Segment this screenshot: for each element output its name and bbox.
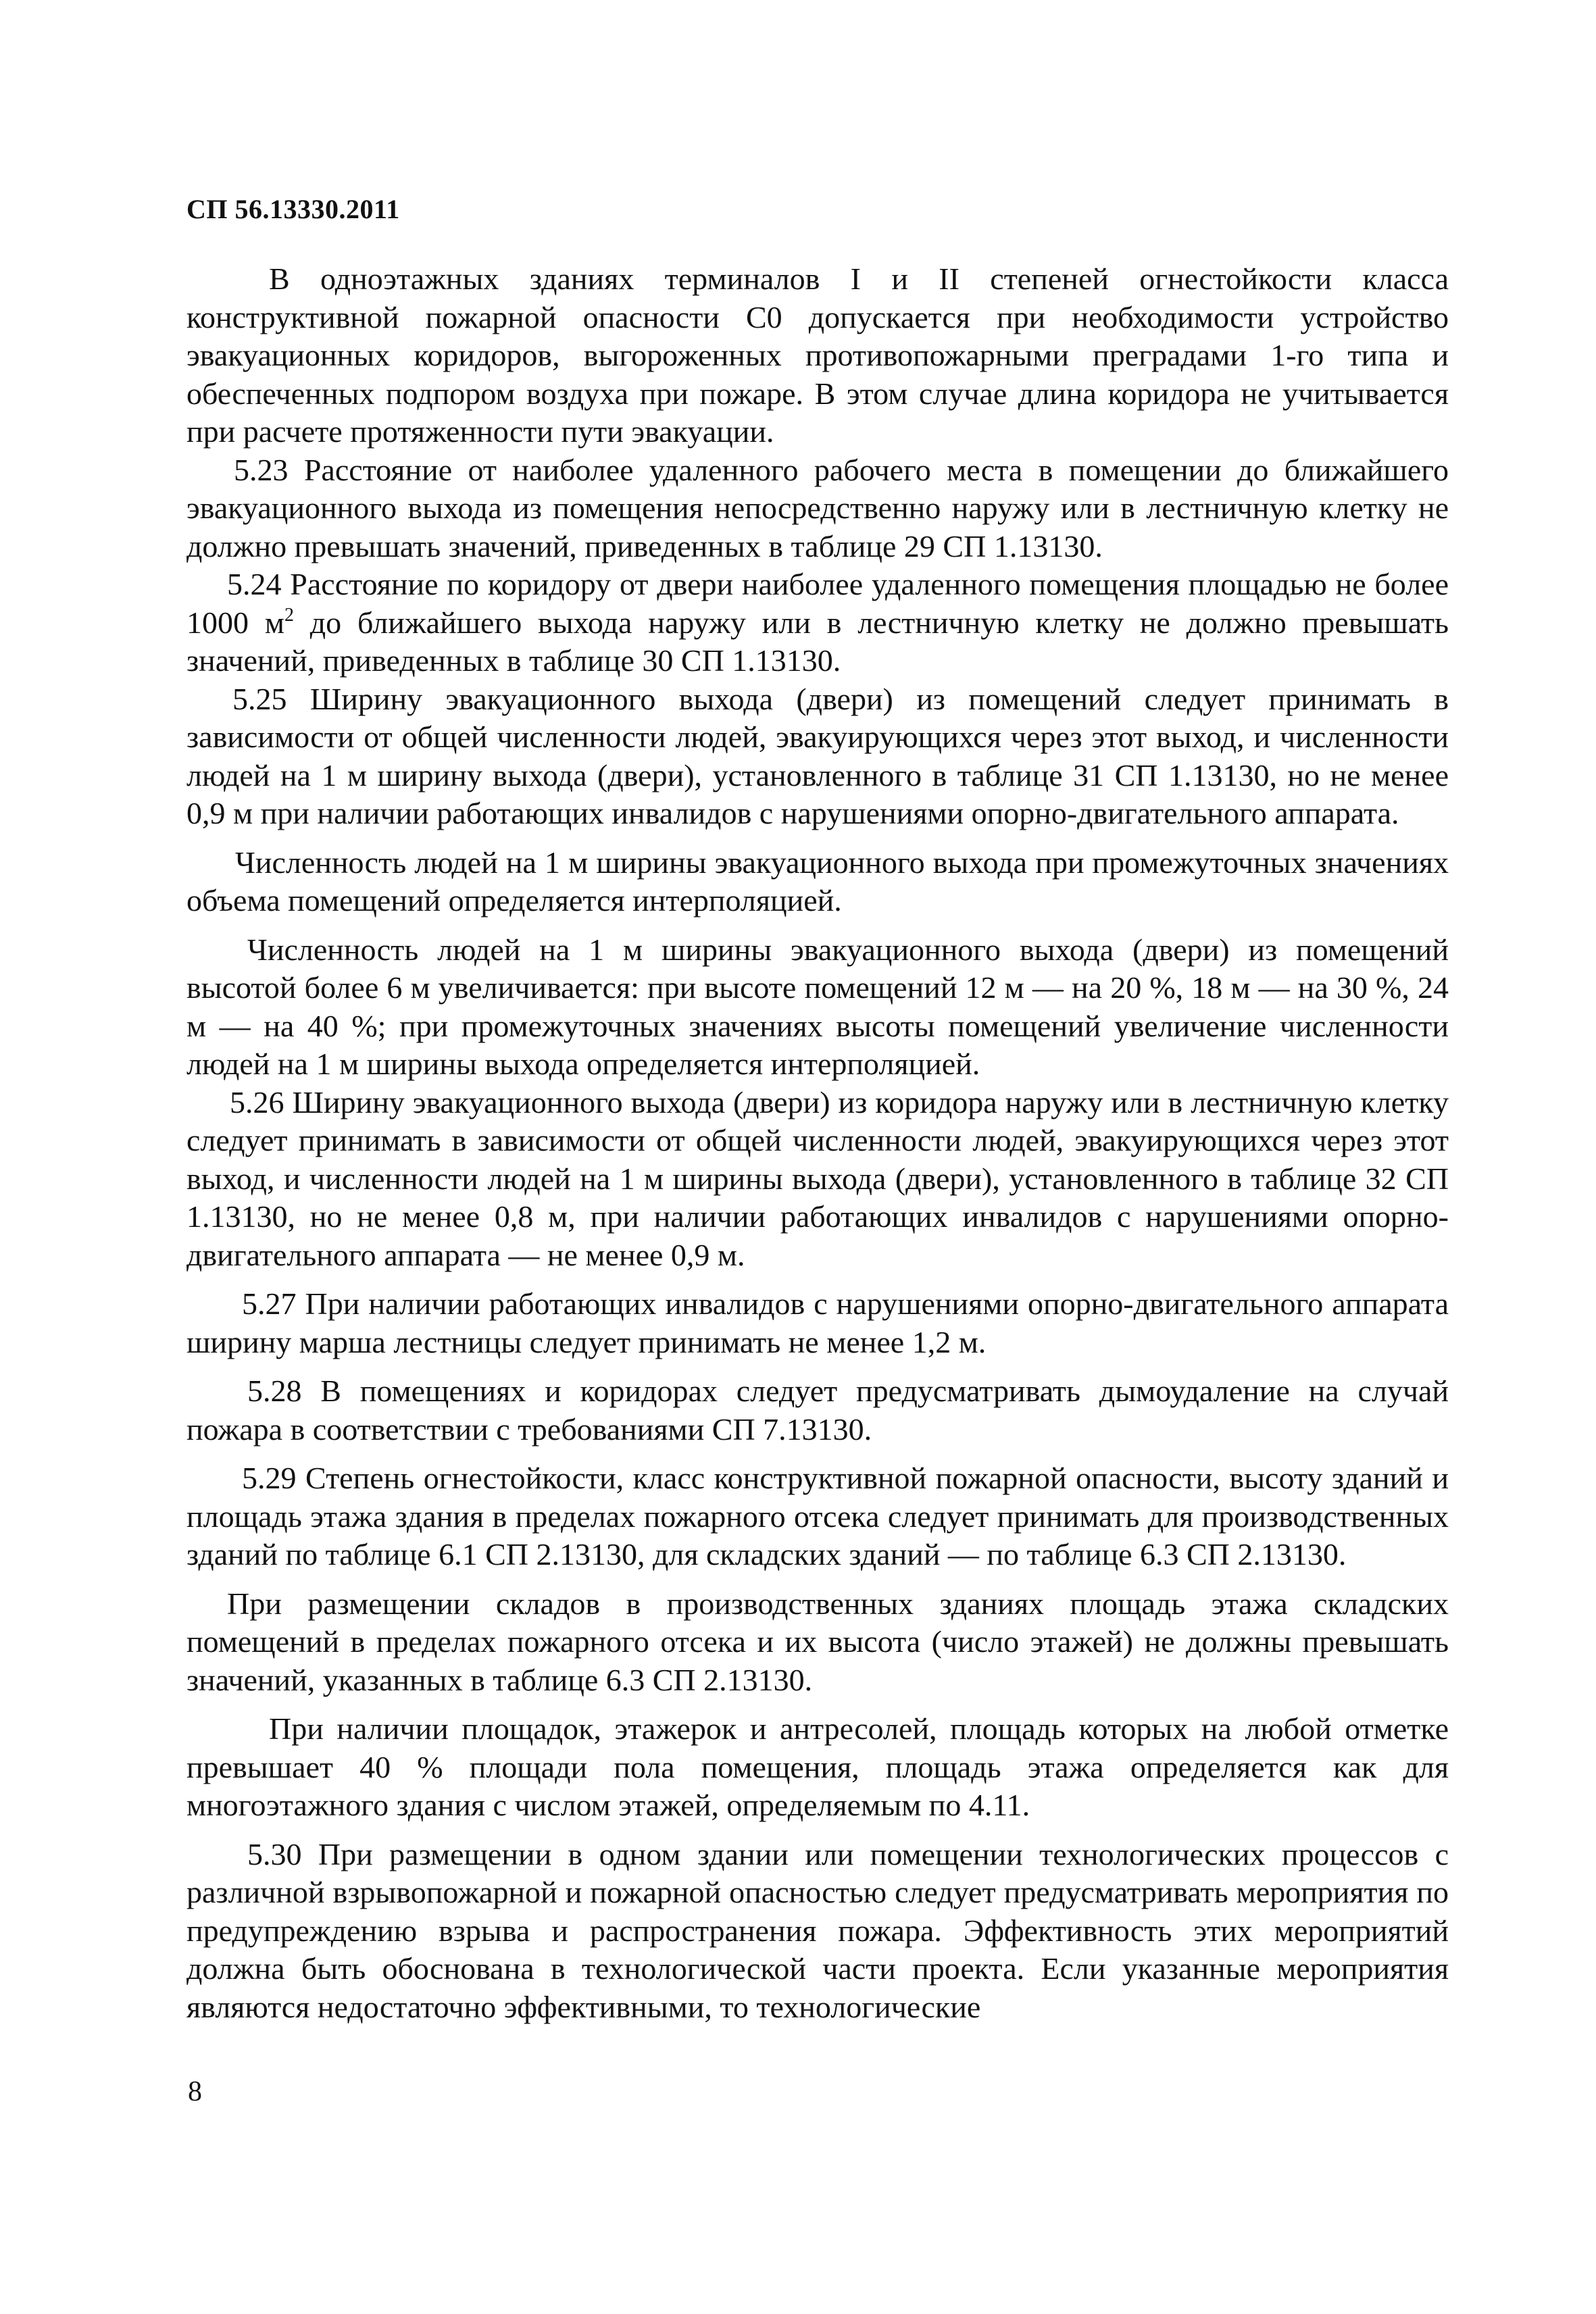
paragraph-5-27: 5.27 При наличии работающих инвалидов с нарушениями опорно-двигательного аппарата ширину марша лестницы следует принимать не менее 1,2 м. <box>186 1286 1449 1359</box>
paragraph-5-24-text-before: 5.24 Расстояние по коридору от двери наиболее удаленного помещения площадью не более 1000 м <box>186 567 1449 640</box>
paragraph-warehouse-placement: При размещении складов в производственных зданиях площадь этажа складских помещений в пределах пожарного отсека и их высота (число этажей) не должны превышать значений, указанных в таблице 6.3 СП 2.13130. <box>186 1586 1449 1697</box>
document-body <box>186 260 1449 2026</box>
paragraph-terminals-corridors: В одноэтажных зданиях терминалов I и II степеней огнестойкости класса конструктивной пожарной опасности С0 допускается при необходимости устройство эвакуационных коридоров, выгороженных противопожарными преградами 1-го типа и обеспеченных подпором воздуха при пожаре. В этом случае длина коридора не учитывается при расчете протяженности пути эвакуации. <box>186 261 1449 449</box>
area-unit-superscript: 2 <box>284 604 294 626</box>
paragraph-5-25: 5.25 Ширину эвакуационного выхода (двери) из помещений следует принимать в зависимости от общей численности людей, эвакуирующихся через этот выход, и численности людей на 1 м ширину выхода (двери), установленного в таблице 31 СП 1.13130, но не менее 0,9 м при наличии работающих инвалидов с нарушениями опорно-двигательного аппарата. <box>186 681 1449 830</box>
paragraph-5-26: 5.26 Ширину эвакуационного выхода (двери) из коридора наружу или в лестничную клетку следует принимать в зависимости от общей численности людей, эвакуирующихся через этот выход, и численности людей на 1 м ширины выхода (двери), установленного в таблице 32 СП 1.13130, но не менее 0,8 м, при наличии работающих инвалидов с нарушениями опорно-двигательного аппарата — не менее 0,9 м. <box>186 1084 1449 1272</box>
paragraph-5-29: 5.29 Степень огнестойкости, класс конструктивной пожарной опасности, высоту зданий и площадь этажа здания в пределах пожарного отсека следует принимать для производственных зданий по таблице 6.1 СП 2.13130, для складских зданий — по таблице 6.3 СП 2.13130. <box>186 1461 1449 1571</box>
paragraph-5-24 <box>186 565 1449 680</box>
paragraph-5-30: 5.30 При размещении в одном здании или помещении технологических процессов с различной взрывопожарной и пожарной опасностью следует предусматривать мероприятия по предупреждению взрыва и распространения пожара. Эффективность этих мероприятий должна быть обоснована в технологической части проекта. Если указанные мероприятия являются недостаточно эффективными, то технологические <box>186 1836 1449 2024</box>
paragraph-mezzanines: При наличии площадок, этажерок и антресолей, площадь которых на любой отметке превышает 40 % площади пола помещения, площадь этажа определяется как для многоэтажного здания с числом этажей, определяемым по 4.11. <box>186 1711 1449 1822</box>
document-code-header: СП 56.13330.2011 <box>186 194 400 224</box>
paragraph-occupancy-height: Численность людей на 1 м ширины эвакуационного выхода (двери) из помещений высотой более 6 м увеличивается: при высоте помещений 12 м — на 20 %, 18 м — на 30 %, 24 м — на 40 %; при промежуточных значениях высоты помещений увеличение численности людей на 1 м ширины выхода определяется интерполяцией. <box>186 932 1449 1081</box>
paragraph-5-23: 5.23 Расстояние от наиболее удаленного рабочего места в помещении до ближайшего эвакуационного выхода из помещения непосредственно наружу или в лестничную клетку не должно превышать значений, приведенных в таблице 29 СП 1.13130. <box>186 452 1449 563</box>
paragraph-5-28: 5.28 В помещениях и коридорах следует предусматривать дымоудаление на случай пожара в соответствии с требованиями СП 7.13130. <box>186 1374 1449 1447</box>
paragraph-occupancy-interpolation: Численность людей на 1 м ширины эвакуационного выхода при промежуточных значениях объема помещений определяется интерполяцией. <box>186 845 1449 917</box>
page-number: 8 <box>188 2076 202 2107</box>
paragraph-5-24-text-after: до ближайшего выхода наружу или в лестничную клетку не должно превышать значений, приведенных в таблице 30 СП 1.13130. <box>186 605 1449 678</box>
